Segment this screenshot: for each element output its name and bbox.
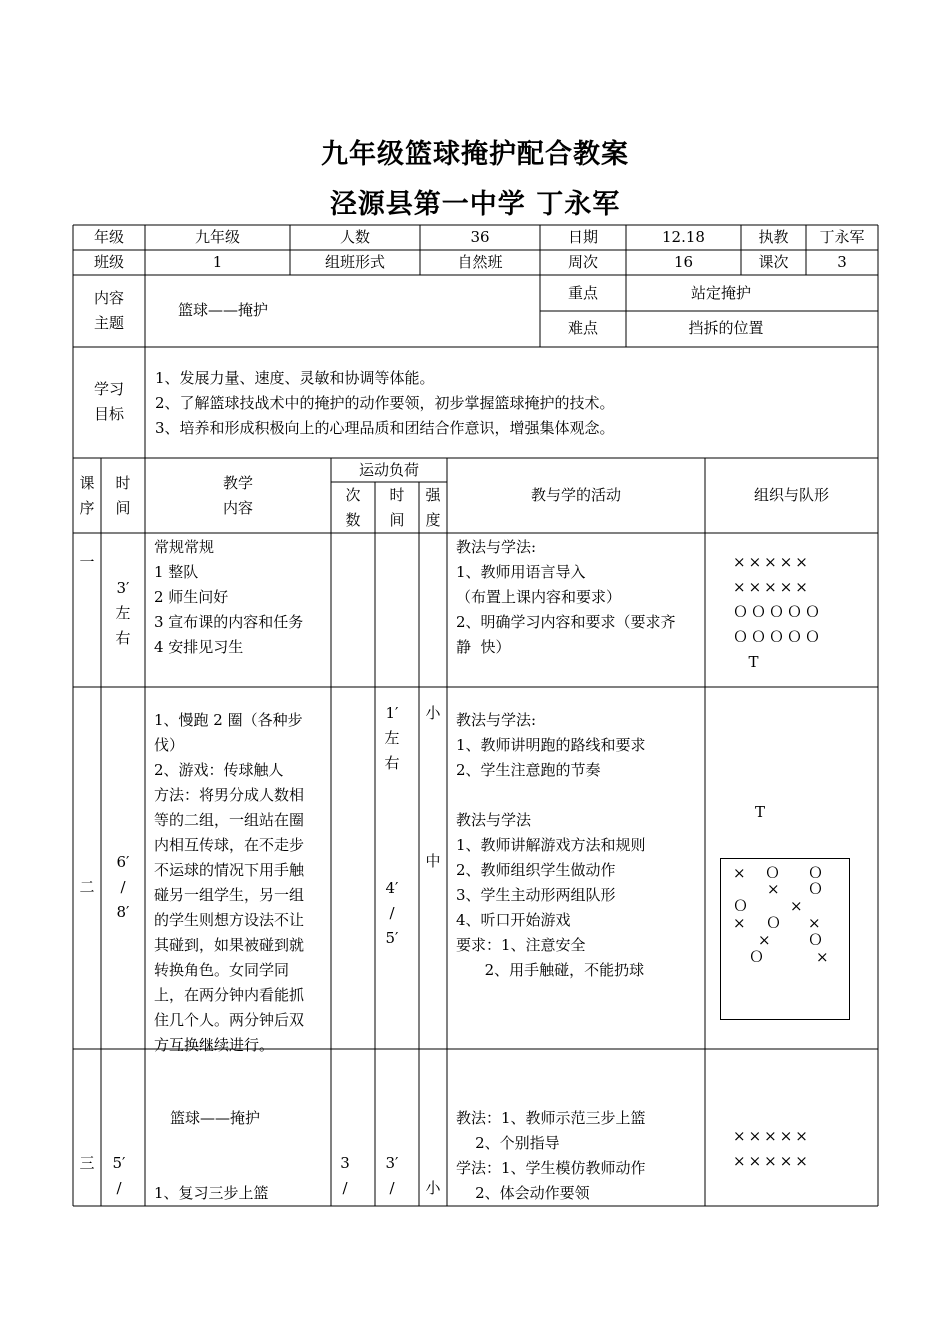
- value-grade: 九年级: [194, 228, 240, 246]
- field-mark: Ｏ: [733, 897, 749, 915]
- value-class: 1: [212, 253, 223, 271]
- section3-duration: 3′ /: [385, 1154, 399, 1197]
- field-mark: Ｏ: [765, 864, 781, 882]
- section2-duration-1: 1′ 左 右: [384, 704, 400, 772]
- field-mark: Ｏ: [808, 880, 824, 898]
- section3-formation: ××××× ×××××: [733, 1127, 811, 1170]
- section3-count: 3 /: [340, 1154, 350, 1197]
- header-activity: 教与学的活动: [530, 486, 621, 504]
- header-load: 运动负荷: [358, 461, 419, 479]
- label-grade: 年级: [93, 228, 124, 246]
- section3-activity: 教法：1、教师示范三步上篮 2、个别指导 学法：1、学生模仿教师动作 2、体会动作要领: [456, 1109, 646, 1202]
- section1-seq: 一: [79, 553, 95, 571]
- section2-duration-2: 4′ / 5′: [385, 879, 399, 947]
- label-difficulty: 难点: [567, 319, 598, 337]
- value-headcount: 36: [470, 228, 490, 246]
- field-mark: ×: [790, 897, 803, 915]
- header-time: 时 间: [115, 474, 131, 517]
- header-duration: 时 间: [389, 486, 405, 529]
- field-mark: ×: [808, 914, 821, 932]
- value-lesson-no: 3: [837, 253, 847, 271]
- value-class-form: 自然班: [457, 253, 503, 271]
- document-subtitle: 泾源县第一中学 丁永军: [329, 189, 621, 220]
- label-key-point: 重点: [567, 284, 598, 302]
- label-content-2: 主题: [93, 314, 124, 332]
- field-mark: Ｏ: [749, 948, 765, 966]
- label-goals-2: 目标: [93, 405, 124, 423]
- label-week: 周次: [567, 253, 598, 271]
- value-key-point: 站定掩护: [690, 284, 751, 302]
- field-mark: ×: [816, 948, 829, 966]
- value-difficulty: 挡拆的位置: [688, 319, 764, 337]
- section2-activity: 教法与学法: 1、教师讲明跑的路线和要求 2、学生注意跑的节奏 教法与学法 1、教师讲解游戏方法和规则 2、教师组织学生做动作 3、学生主动形两组队形 4、听口开始游戏 要求：1、注意安全 2、用手触碰，不能扔球: [456, 711, 646, 979]
- goal-item: 3、培养和形成积极向上的心理品质和团结合作意识，增强集体观念。: [155, 419, 615, 437]
- label-goals-1: 学习: [93, 380, 124, 398]
- label-class-form: 组班形式: [324, 253, 385, 271]
- section3-intensity: 小: [425, 1179, 441, 1197]
- goal-item: 1、发展力量、速度、灵敏和协调等体能。: [155, 369, 435, 387]
- value-teacher: 丁永军: [819, 228, 865, 246]
- header-teach-content: 教学 内容: [222, 474, 253, 517]
- field-mark: ×: [733, 864, 746, 882]
- game-field-diagram: [720, 858, 850, 1020]
- label-class: 班级: [93, 253, 124, 271]
- field-mark: ×: [767, 880, 780, 898]
- header-count: 次 数: [345, 486, 361, 529]
- label-headcount: 人数: [339, 228, 370, 246]
- value-date: 12.18: [662, 228, 705, 246]
- section1-time: 3′ 左 右: [115, 579, 131, 647]
- label-content-1: 内容: [93, 289, 124, 307]
- section1-activity: 教法与学法: 1、教师用语言导入 （布置上课内容和要求） 2、明确学习内容和要求（要求齐 静 快）: [456, 538, 676, 656]
- section3-topic: 篮球——掩护: [170, 1109, 261, 1127]
- content-topic: 篮球——掩护: [178, 301, 269, 319]
- field-mark: Ｏ: [808, 931, 824, 949]
- field-mark: Ｏ: [766, 914, 782, 932]
- section1-content: 常规常规 1 整队 2 师生问好 3 宣布课的内容和任务 4 安排见习生: [154, 538, 304, 656]
- section1-formation: ××××× ××××× ＯＯＯＯＯ ＯＯＯＯＯ T: [733, 553, 824, 671]
- section2-intensity-1: 小: [425, 704, 441, 722]
- value-week: 16: [673, 253, 694, 271]
- section2-time: 6′ / 8′: [116, 853, 130, 921]
- header-organization: 组织与队形: [753, 486, 829, 504]
- field-mark: ×: [733, 914, 746, 932]
- label-lesson-no: 课次: [758, 253, 789, 271]
- goal-item: 2、了解篮球技战术中的掩护的动作要领，初步掌握篮球掩护的技术。: [155, 394, 615, 412]
- header-intensity: 强 度: [425, 486, 441, 529]
- section2-teacher-mark: T: [755, 803, 766, 821]
- section2-seq: 二: [79, 878, 95, 896]
- field-mark: Ｏ: [808, 864, 824, 882]
- section2-content: 1、慢跑 2 圈（各种步 伐） 2、游戏：传球触人 方法：将男分成人数相 等的二组，一组站在圈 内相互传球，在不走步 不运球的情况下用手触 碰另一组学生，另一组 的学生则想方设法不让 其碰到，如果被碰到就 转换角色。女同学同 上，在两分钟内看能抓 住几个人。两分钟后双 方互换继续进行。: [154, 711, 305, 1054]
- section3-item: 1、复习三步上篮: [154, 1184, 269, 1202]
- label-date: 日期: [567, 228, 598, 246]
- section2-intensity-2: 中: [425, 852, 441, 870]
- section3-seq: 三: [79, 1154, 95, 1172]
- section3-time: 5′ /: [112, 1154, 126, 1197]
- field-mark: ×: [758, 931, 771, 949]
- header-seq: 课 序: [79, 474, 95, 517]
- document-title: 九年级篮球掩护配合教案: [321, 139, 629, 170]
- label-teacher: 执教: [758, 228, 789, 246]
